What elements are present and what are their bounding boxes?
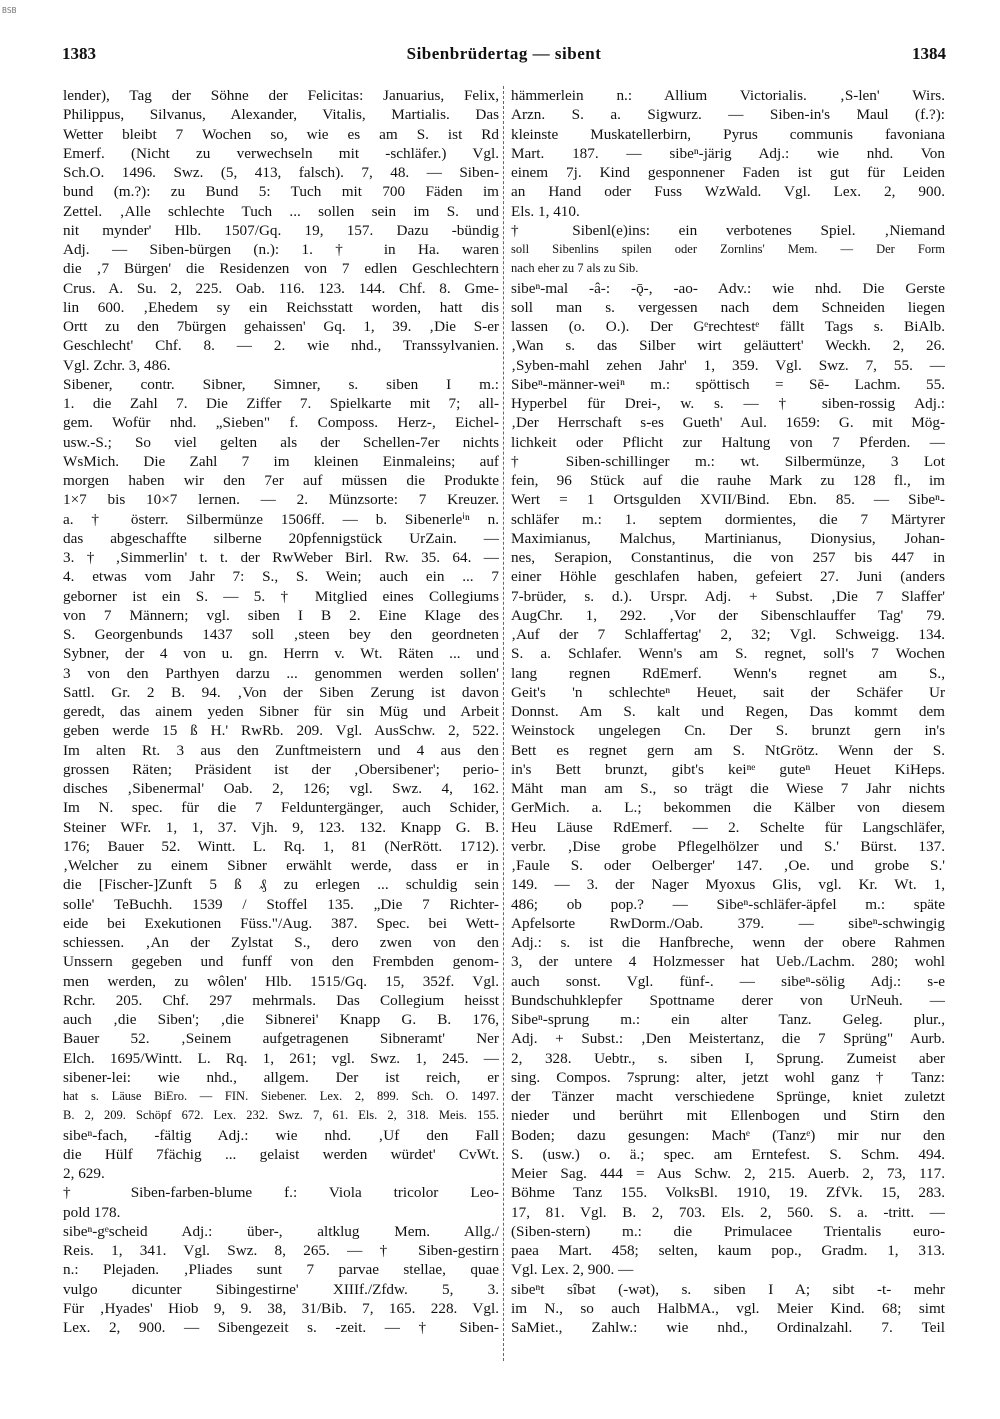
text-line: kleinste Muskatellerbirn, Pyrus communis favoniana xyxy=(511,125,945,143)
text-line: † Siben-schillinger m.: wt. Silbermünze, 3 Lot xyxy=(511,452,945,470)
text-line: Für ‚Hyades' Hiob 9, 9. 38, 31/Bib. 7, 165. 228. Vgl. xyxy=(63,1299,499,1317)
text-line: nit mynder' Hlb. 1507/Gq. 19, 157. Dazu -bündig xyxy=(63,221,499,239)
text-line: grossen Räten; Präsident ist der ‚Obersibener'; perio- xyxy=(63,760,499,778)
text-line: S. Georgenbunds 1437 soll ‚steen bey den geordneten xyxy=(63,626,499,643)
text-line: nieder und berührt mit Ellenbogen und Stirn den xyxy=(511,1107,945,1125)
text-line: Sch.O. 1496. Swz. (5, 413, falsch). 7, 48. — Siben- xyxy=(63,164,499,181)
text-line: das abgeschaffte silberne 20pfennigstück UrZain. — xyxy=(63,529,499,547)
text-line: men werden, zu wôlen' Hlb. 1515/Gq. 15, 352f. Vgl. xyxy=(63,972,499,990)
text-line: ‚Wan s. das Silber wirt geläuttert' Weckh. 2, 26. xyxy=(511,337,945,355)
text-line: Crus. A. Su. 2, 225. Oab. 116. 123. 144. Chf. 8. Gme- xyxy=(63,279,499,297)
text-line: Zettel. ‚Alle schlechte Tuch ... sollen sein im S. und xyxy=(63,202,499,220)
text-line: Unssern gegeben und funff von den Frembden genom- xyxy=(63,953,499,971)
text-line: Geit's 'n schlechteⁿ Heuet, sait der Schäfer Ur xyxy=(511,683,945,701)
text-line: usw.-S.; So viel gelten als der Schellen-7er nichts xyxy=(63,433,499,451)
text-line: auch sonst. Vgl. fünf-. — sibeⁿ-sölig Adj.: s-e xyxy=(511,972,945,990)
text-line: Philippus, Silvanus, Alexander, Vitalis, Martialis. Das xyxy=(63,106,499,124)
text-line: sibeⁿ-gᵉscheid Adj.: über-, altklug Mem. Allg./ xyxy=(63,1222,499,1240)
text-line: Vgl. Lex. 2, 900. — xyxy=(511,1261,634,1279)
text-line: Meier Sag. 444 = Aus Schw. 2, 215. Auerb. 2, 73, 117. xyxy=(511,1165,945,1182)
text-line: Wetter bleibt 7 Wochen so, wie es am S. ist Rd xyxy=(63,125,499,143)
text-line: Im alten Rt. 3 aus den Zunftmeistern und 4 aus den xyxy=(63,741,499,759)
text-line: die [Fischer-]Zunft 5 ß ₰ zu erlegen ... schuldig sein xyxy=(63,876,499,894)
text-line: S. a. Schlafer. Wenn's am S. regnet, soll's 7 Wochen xyxy=(511,645,945,663)
text-line: vulgo dicunter Sibingestirne' XIIIf./Zfdw. 5, 3. xyxy=(63,1280,499,1298)
text-line: der Tänzer macht verschiedene Sprünge, kniet zuletzt xyxy=(511,1088,945,1105)
text-line: Arzn. S. a. Sigwurz. — Siben-in's Maul (f.?): xyxy=(511,106,945,124)
text-line: schläfer m.: 1. septem dormientes, die 7 Märtyrer xyxy=(511,510,945,528)
text-line: lin 600. ‚Ehedem sy ein Reichsstatt worden, hatt dis xyxy=(63,298,499,316)
text-line: Reis. 1, 341. Vgl. Swz. 8, 265. — † Siben-gestirn xyxy=(63,1242,499,1259)
text-line: morgen haben wir den 7er auf müssen die Produkte xyxy=(63,472,499,489)
text-line: Emerf. (Nicht zu verwechseln mit -schläfer.) Vgl. xyxy=(63,144,499,162)
text-line: 176; Bauer 52. Wintt. L. Rq. 1, 81 (NerRött. 1712). xyxy=(63,837,499,855)
text-line: sibeⁿ-mal -â-: -ǭ-, -ao- Adv.: wie nhd. Die Gerste xyxy=(511,279,945,297)
text-line: ‚Der Herrschaft s-es Gueth' Aul. 1659: G. mit Mög- xyxy=(511,414,945,432)
text-line: Adj. + Subst.: ‚Den Meistertanz, die 7 Sprüng" Aurb. xyxy=(511,1030,945,1048)
text-line: von 7 Männern; vgl. siben I B 2. Eine Klage des xyxy=(63,606,499,624)
text-line: Sibeⁿ-sprung m.: ein alter Tanz. Geleg. plur., xyxy=(511,1011,945,1028)
text-line: bund (m.?): zu Bund 5: Tuch mit 700 Fäden im xyxy=(63,183,499,201)
text-line: Wert = 1 Ortsgulden XVII/Bind. Ebn. 85. — Sibeⁿ- xyxy=(511,491,945,509)
text-line: Els. 1, 410. xyxy=(511,202,580,220)
text-line: Heu Läuse RdEmerf. — 2. Schelte für Langschläfer, xyxy=(511,818,945,836)
text-line: ‚Faule S. oder Oelberger' 147. ‚Oe. und grobe S.' xyxy=(511,857,945,874)
text-line: Elch. 1695/Wintt. L. Rq. 1, 261; vgl. Swz. 1, 245. — xyxy=(63,1049,499,1067)
text-line: lender), Tag der Söhne der Felicitas: Januarius, Felix, xyxy=(63,87,499,104)
text-line: sing. Compos. 7sprung: alter, jetzt wohl ganz † Tanz: xyxy=(511,1068,945,1086)
text-line: eide bei Exekutionen Füss."/Aug. 387. Spec. bei Wett- xyxy=(63,914,499,932)
text-line: an Hand oder Fuss WzWald. Vgl. Lex. 2, 900. xyxy=(511,183,945,201)
library-stamp: BSB xyxy=(2,6,17,15)
text-line: SaMiet., Zahlw.: wie nhd., Ordinalzahl. 7. Teil xyxy=(511,1319,945,1336)
text-line: 149. — 3. der Nager Myoxus Glis, vgl. Kr. Wt. 1, xyxy=(511,876,945,894)
text-line: Maximianus, Malchus, Martinianus, Dionysius, Johan- xyxy=(511,529,945,547)
text-line: 3 von den Parthyen darzu ... genommen werden sollen' xyxy=(63,664,499,682)
text-line: Bauer 52. ‚Seinem aufgetragenen Sibneramt' Ner xyxy=(63,1030,499,1048)
text-line: die Hülf 7fächig ... gelaist werden würdet' CvWt. xyxy=(63,1145,499,1163)
text-line: geborner ist ein S. — 5. † Mitglied eines Collegiums xyxy=(63,587,499,605)
text-line: soll man s. vergessen nach dem Schneiden liegen xyxy=(511,298,945,316)
text-line: 3, der untere 4 Holzmesser hat Ueb./Lachm. 280; wohl xyxy=(511,953,945,971)
text-line: † Sibenl(e)ins: ein verbotenes Spiel. ‚Niemand xyxy=(511,221,945,239)
text-line: 1. die Zahl 7. Die Ziffer 7. Spielkarte mit 7; all- xyxy=(63,395,499,412)
text-line: S. (usw.) o. ä.; spec. am Erntefest. S. Schm. 494. xyxy=(511,1145,945,1163)
text-line: einem 7j. Kind gesponnener Faden ist gut für Leiden xyxy=(511,164,945,181)
text-line: im N., so auch HalbMA., vgl. Meier Kind. 68; simt xyxy=(511,1299,945,1317)
text-line: paea Mart. 458; selten, kaum pop., Gradm. 1, 313. xyxy=(511,1242,945,1259)
text-line: Apfelsorte RwDorm./Oab. 379. — sibeⁿ-schwingig xyxy=(511,914,945,932)
text-line: einer Höhle geschlafen haben, gefeiert 27. Juni (anders xyxy=(511,568,945,586)
text-line: Boden; dazu gesungen: Machᵉ (Tanzᵉ) mir nur den xyxy=(511,1126,945,1144)
text-line: gem. Wofür nhd. „Sieben" f. Composs. Herz-, Eichel- xyxy=(63,414,499,432)
text-line: WsMich. Die Zahl 7 im kleinen Einmaleins; auf xyxy=(63,452,499,470)
text-line: nes, Serapion, Constantinus, die von 257 bis 447 in xyxy=(511,549,945,566)
text-line: 486; ob pop.? — Sibeⁿ-schläfer-äpfel m.: späte xyxy=(511,895,945,913)
text-line: hämmerlein n.: Allium Victorialis. ‚S-len' Wirs. xyxy=(511,87,945,104)
text-line: 2, 328. Uebtr., s. siben I, Sprung. Zumeist aber xyxy=(511,1049,945,1067)
text-line: Sybner, der 4 von u. gn. Herrn v. Wt. Räten ... und xyxy=(63,645,499,663)
text-line: sibener-lei: wie nhd., allgem. Der ist reich, er xyxy=(63,1068,499,1086)
right-column xyxy=(511,86,945,1337)
running-title: Sibenbrüdertag — sibent xyxy=(406,44,602,63)
left-column xyxy=(63,86,499,1337)
text-line: fein, 96 Stück auf die rauhe Mark zu 128 fl., im xyxy=(511,472,945,489)
text-line: solle' TeBuchh. 1539 / Stoffel 135. „Die 7 Richter- xyxy=(63,895,499,913)
text-line: Bundschuhklepfer Spottname derer von UrNeuh. — xyxy=(511,991,945,1009)
text-line: Ortt zu den 7bürgen gehaissen' Gq. 1, 39. ‚Die S-er xyxy=(63,318,499,335)
text-line: soll Sibenlins spilen oder Zornlins' Mem. — Der Form xyxy=(511,242,945,256)
text-line: auch ‚die Siben'; ‚die Sibnerei' Knapp G. B. 176, xyxy=(63,1011,499,1028)
text-line: lassen (o. O.). Der Gᵉrechtestᵉ fällt Tags s. BiAlb. xyxy=(511,318,945,335)
text-line: die ‚7 Bürgen' die Residenzen von 7 edlen Geschlechtern xyxy=(63,260,499,278)
text-line: sibeⁿ-fach, -fältig Adj.: wie nhd. ‚Uf den Fall xyxy=(63,1126,499,1144)
text-line: 17, 81. Vgl. B. 2, 703. Els. 2, 560. S. a. -tritt. — xyxy=(511,1203,945,1221)
text-line: Adj.: s. ist die Hanfbreche, wenn der obere Rahmen xyxy=(511,934,945,951)
text-line: in's Bett brunzt, gibt's keiⁿᵉ guteⁿ Heuet KiHeps. xyxy=(511,760,945,778)
text-line: lang regnen RdEmerf. Wenn's regnet am S., xyxy=(511,664,945,682)
text-line: a. † österr. Silbermünze 1506ff. — b. Sibenerleⁱⁿ n. xyxy=(63,510,499,528)
text-line: ‚Syben-mahl zehen Jahr' 1, 359. Vgl. Swz. 7, 55. — xyxy=(511,356,945,374)
text-line: Mart. 187. — sibeⁿ-järig Adj.: wie nhd. Von xyxy=(511,144,945,162)
text-line: GerMich. a. L.; bekommen die Kälber von diesem xyxy=(511,799,945,817)
text-line: n.: Plejaden. ‚Pliades sunt 7 parvae stellae, quae xyxy=(63,1261,499,1279)
text-line: hat s. Läuse BiEro. — FIN. Siebener. Lex. 2, 899. Sch. O. 1497. xyxy=(63,1089,499,1103)
text-line: 3. † ‚Simmerlin' t. t. der RwWeber Birl. Rw. 35. 64. — xyxy=(63,549,499,566)
text-line: Lex. 2, 900. — Sibengezeit s. -zeit. — † Siben- xyxy=(63,1319,499,1336)
text-line: 7-brüder, s. d.). Urspr. Adj. + Subst. ‚Die 7 Slaffer' xyxy=(511,587,945,605)
text-line: schiessen. ‚An der Zylstat S., dero zwen von den xyxy=(63,934,499,951)
text-line: Weinstock ungelegen Cn. Der S. brunzt gern in's xyxy=(511,722,945,740)
text-line: Sibener, contr. Sibner, Simner, s. siben I m.: xyxy=(63,375,499,393)
text-line: nach eher zu 7 als zu Sib. xyxy=(511,261,639,276)
text-line: Adj. — Siben-bürgen (n.): 1. † in Ha. waren xyxy=(63,241,499,258)
page-number-right: 1384 xyxy=(912,44,946,63)
text-line: Mäht man am S., so trägt die Wiese 7 Jahr nichts xyxy=(511,780,945,797)
text-line: ‚Auf der 7 Schlaffertag' 2, 32; Vgl. Schweigg. 134. xyxy=(511,626,945,643)
text-line: Böhme Tanz 155. VolksBl. 1910, 19. ZfVk. 15, 283. xyxy=(511,1184,945,1202)
text-line: Geschlecht' Chf. 8. — 2. wie nhd., Transsylvanien. xyxy=(63,337,499,355)
text-line: Steiner WFr. 1, 1, 37. Vjh. 9, 123. 132. Knapp G. B. xyxy=(63,818,499,836)
text-line: lichkeit oder Pflicht zur Haltung von 7 Pferden. — xyxy=(511,433,945,451)
text-line: Sibeⁿ-männer-weiⁿ m.: spöttisch = Sē- Lachm. 55. xyxy=(511,375,945,393)
page-header xyxy=(62,44,946,68)
text-line: verbr. ‚Dise grobe Pflegelhölzer und S.' Bürst. 137. xyxy=(511,837,945,855)
text-line: sibeⁿt sîbət (-wət), s. siben I A; sibt -t- mehr xyxy=(511,1280,945,1298)
text-line: 1×7 bis 10×7 lernen. — 2. Münzsorte: 7 Kreuzer. xyxy=(63,491,499,509)
text-line: pold 178. xyxy=(63,1203,121,1221)
text-line: Donnst. Am S. kalt und Regen, Das kommt dem xyxy=(511,703,945,720)
text-line: Sattl. Gr. 2 B. 94. ‚Von der Siben Zerung ist davon xyxy=(63,683,499,701)
text-line: geredt, das ainem yeden Sibner für sin Müg und Arbeit xyxy=(63,703,499,720)
text-line: 2, 629. xyxy=(63,1165,105,1182)
text-line: (Siben-stern) m.: die Primulacee Trientalis euro- xyxy=(511,1222,945,1240)
text-line: Im N. spec. für die 7 Felduntergänger, auch Schider, xyxy=(63,799,499,817)
text-line: Bett es regnet gern am S. NtGrötz. Wenn der S. xyxy=(511,741,945,759)
text-line: 4. etwas vom Jahr 7: S., S. Wein; auch ein ... 7 xyxy=(63,568,499,586)
text-line: ‚Welcher zu einem Sibner erwählt werde, dass er in xyxy=(63,857,499,874)
text-line: disches ‚Sibenermal' Oab. 2, 126; vgl. Swz. 4, 162. xyxy=(63,780,499,797)
text-line: Vgl. Zchr. 3, 486. xyxy=(63,356,171,374)
page-number-left: 1383 xyxy=(62,44,96,63)
text-line: Hyperbel für Drei-, w. s. — † siben-rossig Adj.: xyxy=(511,395,945,412)
text-line: geben werde 15 ß H.' RwRb. 209. Vgl. AusSchw. 2, 522. xyxy=(63,722,499,740)
column-divider xyxy=(503,86,504,1361)
text-line: Rchr. 205. Chf. 297 mehrmals. Das Collegium heisst xyxy=(63,991,499,1009)
text-line: AugChr. 1, 292. ‚Vor der Sibenschlauffer Tag' 79. xyxy=(511,606,945,624)
text-line: B. 2, 209. Schöpf 672. Lex. 232. Swz. 7, 61. Els. 2, 318. Meis. 155. xyxy=(63,1108,499,1123)
text-line: † Siben-farben-blume f.: Viola tricolor Leo- xyxy=(63,1184,499,1202)
